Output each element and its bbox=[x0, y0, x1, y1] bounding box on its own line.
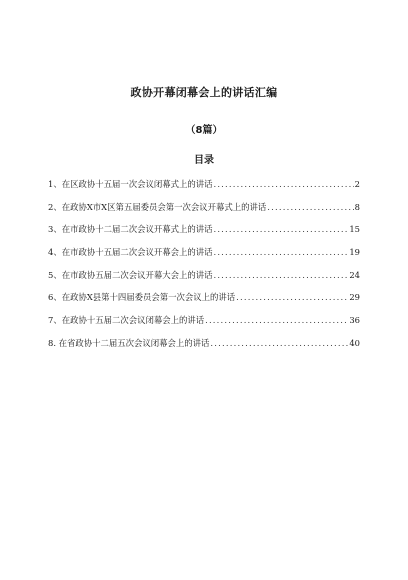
toc-leader-dots bbox=[210, 338, 348, 348]
toc-entry-8[interactable] bbox=[48, 337, 360, 360]
toc-leader-dots bbox=[267, 202, 353, 212]
document-title: 政协开幕闭幕会上的讲话汇编 bbox=[130, 86, 278, 99]
toc-entry-4[interactable] bbox=[48, 246, 360, 269]
toc-entry-label: 4、在市政协十五届二次会议开幕会上的讲话 bbox=[48, 247, 213, 258]
toc-entry-page: 8 bbox=[354, 201, 360, 212]
toc-entry-page: 29 bbox=[349, 292, 360, 303]
toc-leader-dots bbox=[213, 270, 348, 280]
toc-entry-6[interactable] bbox=[48, 291, 360, 314]
toc-entry-label: 8. 在省政协十二届五次会议闭幕会上的讲话 bbox=[48, 337, 210, 348]
toc-leader-dots bbox=[213, 247, 348, 257]
toc-entry-label: 3、在市政协十二届二次会议开幕式上的讲话 bbox=[48, 224, 213, 235]
toc-entry-page: 40 bbox=[349, 337, 360, 348]
toc-entry-5[interactable] bbox=[48, 269, 360, 292]
toc-entry-page: 19 bbox=[349, 247, 360, 258]
toc-leader-dots bbox=[236, 292, 348, 302]
toc-entry-label: 7、在政协十五届二次会议闭幕会上的讲话 bbox=[48, 315, 205, 326]
toc-entry-7[interactable] bbox=[48, 314, 360, 337]
toc-entry-2[interactable] bbox=[48, 201, 360, 224]
toc-entry-page: 24 bbox=[349, 269, 360, 280]
toc-entry-label: 6、在政协X县第十四届委员会第一次会议上的讲话 bbox=[48, 292, 236, 303]
toc-entry-1[interactable] bbox=[48, 178, 360, 201]
toc-entry-page: 2 bbox=[354, 179, 360, 189]
toc-entry-label: 2、在政协X市X区第五届委员会第一次会议开幕式上的讲话 bbox=[48, 201, 267, 212]
toc-leader-dots bbox=[213, 179, 353, 189]
toc-leader-dots bbox=[205, 315, 348, 325]
toc-leader-dots bbox=[213, 224, 348, 234]
toc-entry-3[interactable] bbox=[48, 223, 360, 246]
toc-entry-label: 1、在区政协十五届一次会议闭幕式上的讲话 bbox=[48, 179, 213, 189]
table-of-contents bbox=[48, 178, 360, 360]
toc-heading: 目录 bbox=[194, 155, 214, 166]
document-subtitle: （8篇） bbox=[185, 125, 223, 136]
toc-entry-label: 5、在市政协五届二次会议开幕大会上的讲话 bbox=[48, 269, 213, 280]
toc-entry-page: 36 bbox=[349, 315, 360, 326]
toc-entry-page: 15 bbox=[349, 224, 360, 235]
